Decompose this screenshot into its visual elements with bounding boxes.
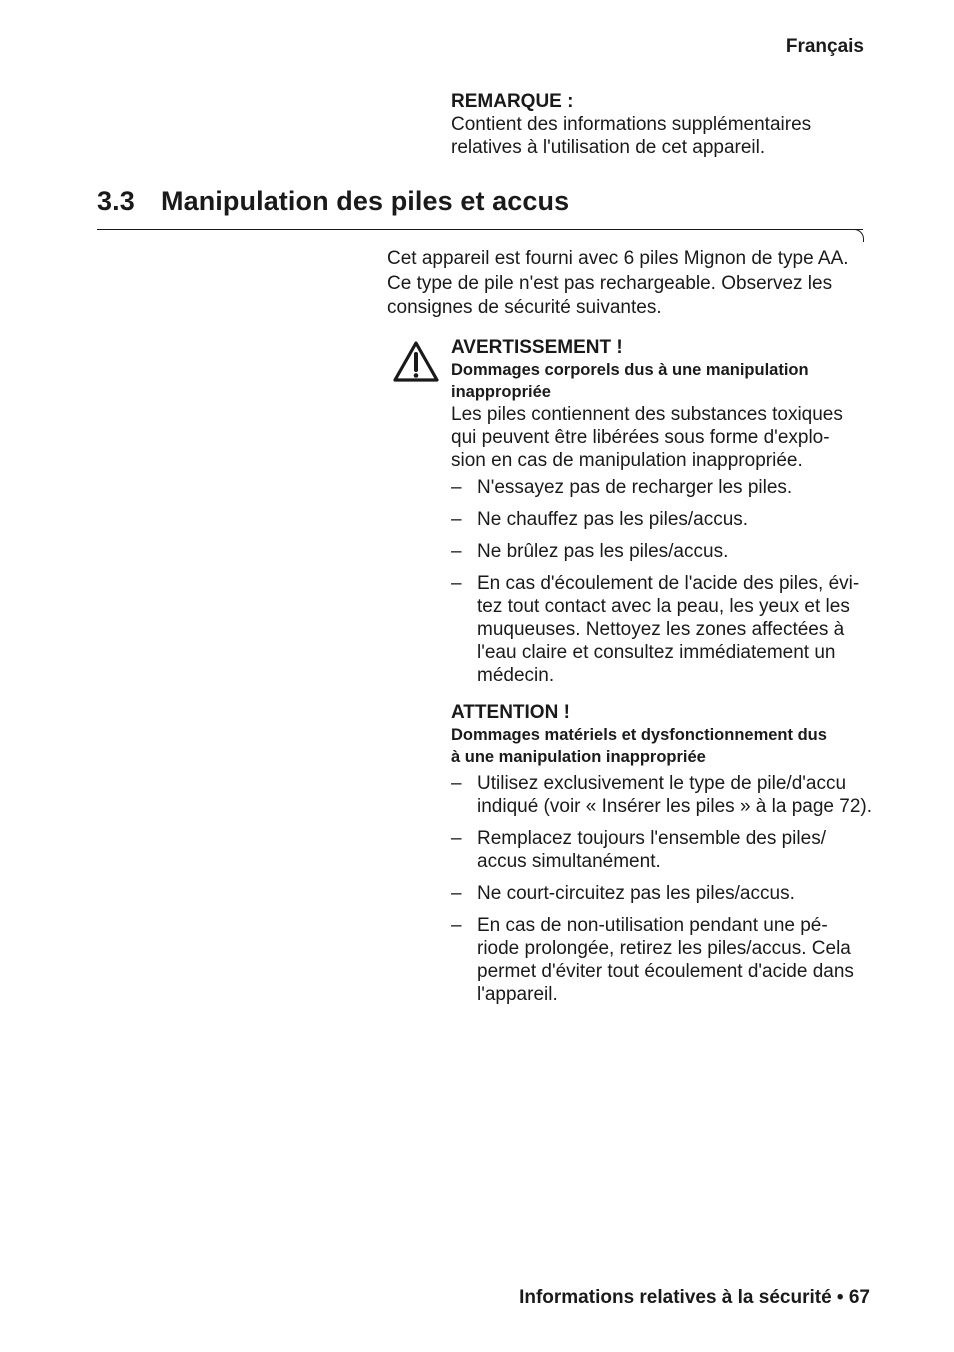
- list-item: [451, 572, 881, 687]
- note-line: Contient des informations supplémentaires: [451, 114, 812, 135]
- warning-text-line: sion en cas de manipulation inappropriée.: [451, 450, 803, 471]
- list-item-line: riode prolongée, retirez les piles/accus. Cela: [477, 938, 851, 959]
- intro-line: Ce type de pile n'est pas rechargeable. Observez les: [387, 272, 833, 294]
- list-item: [451, 476, 881, 499]
- list-item-line: En cas de non-utilisation pendant une pé-: [477, 915, 828, 936]
- attention-subtitle: [451, 724, 881, 768]
- warning-text-line: Les piles contiennent des substances toxiques: [451, 404, 843, 425]
- section-title: Manipulation des piles et accus: [161, 186, 570, 216]
- intro-line: Cet appareil est fourni avec 6 piles Mignon de type AA.: [387, 248, 849, 269]
- list-item: [451, 772, 881, 818]
- dash-bullet: –: [451, 509, 462, 530]
- list-item-line: indiqué (voir « Insérer les piles » à la page 72).: [477, 796, 873, 817]
- list-item-line: Remplacez toujours l'ensemble des piles/: [477, 828, 826, 849]
- note-line: relatives à l'utilisation de cet appareil.: [451, 137, 766, 158]
- warning-text-line: qui peuvent être libérées sous forme d'explo-: [451, 427, 830, 448]
- note-text: [451, 113, 871, 159]
- list-item-line: médecin.: [477, 665, 555, 686]
- attention-subtitle-line: à une manipulation inappropriée: [451, 748, 706, 766]
- list-item-line: muqueuses. Nettoyez les zones affectées à: [477, 619, 845, 640]
- list-item-line: Ne brûlez pas les piles/accus.: [477, 541, 729, 562]
- dash-bullet: –: [451, 828, 462, 849]
- list-item-line: Ne chauffez pas les piles/accus.: [477, 509, 749, 530]
- warning-triangle-icon: [392, 340, 440, 384]
- attention-list: [451, 772, 881, 1006]
- intro-line: consignes de sécurité suivantes.: [387, 297, 662, 318]
- dash-bullet: –: [451, 915, 462, 936]
- list-item: [451, 540, 881, 563]
- note-block: [451, 90, 871, 159]
- list-item: [451, 914, 881, 1006]
- warning-subtitle-line: Dommages corporels dus à une manipulation: [451, 361, 809, 379]
- warning-subtitle-line: inappropriée: [451, 383, 551, 401]
- section-number: 3.3: [97, 186, 135, 216]
- attention-subtitle-line: Dommages matériels et dysfonctionnement dus: [451, 726, 827, 744]
- section-divider-hook: [853, 229, 864, 242]
- list-item-line: Utilisez exclusivement le type de pile/d'accu: [477, 773, 847, 794]
- dash-bullet: –: [451, 883, 462, 904]
- attention-block: [451, 701, 881, 1015]
- attention-label: ATTENTION !: [451, 702, 570, 723]
- section-divider: [97, 229, 863, 230]
- section-heading: [97, 186, 569, 217]
- list-item-line: l'eau claire et consultez immédiatement un: [477, 642, 836, 663]
- list-item-line: Ne court-circuitez pas les piles/accus.: [477, 883, 795, 904]
- dash-bullet: –: [451, 573, 462, 594]
- page-language: Français: [785, 36, 864, 57]
- note-label: REMARQUE :: [451, 91, 574, 112]
- list-item-line: permet d'éviter tout écoulement d'acide dans: [477, 961, 854, 982]
- intro-paragraph: [387, 247, 877, 321]
- dash-bullet: –: [451, 541, 462, 562]
- list-item: [451, 882, 881, 905]
- dash-bullet: –: [451, 477, 462, 498]
- warning-list: [451, 476, 881, 687]
- warning-text: [451, 403, 881, 472]
- list-item-line: l'appareil.: [477, 984, 558, 1005]
- list-item: [451, 508, 881, 531]
- list-item-line: En cas d'écoulement de l'acide des piles, évi-: [477, 573, 860, 594]
- list-item-line: accus simultanément.: [477, 851, 661, 872]
- page-footer: Informations relatives à la sécurité • 67: [519, 1287, 870, 1308]
- list-item: [451, 827, 881, 873]
- warning-block: [451, 336, 881, 696]
- list-item-line: tez tout contact avec la peau, les yeux et les: [477, 596, 850, 617]
- list-item-line: N'essayez pas de recharger les piles.: [477, 477, 793, 498]
- warning-label: AVERTISSEMENT !: [451, 337, 623, 358]
- warning-subtitle: [451, 359, 881, 403]
- dash-bullet: –: [451, 773, 462, 794]
